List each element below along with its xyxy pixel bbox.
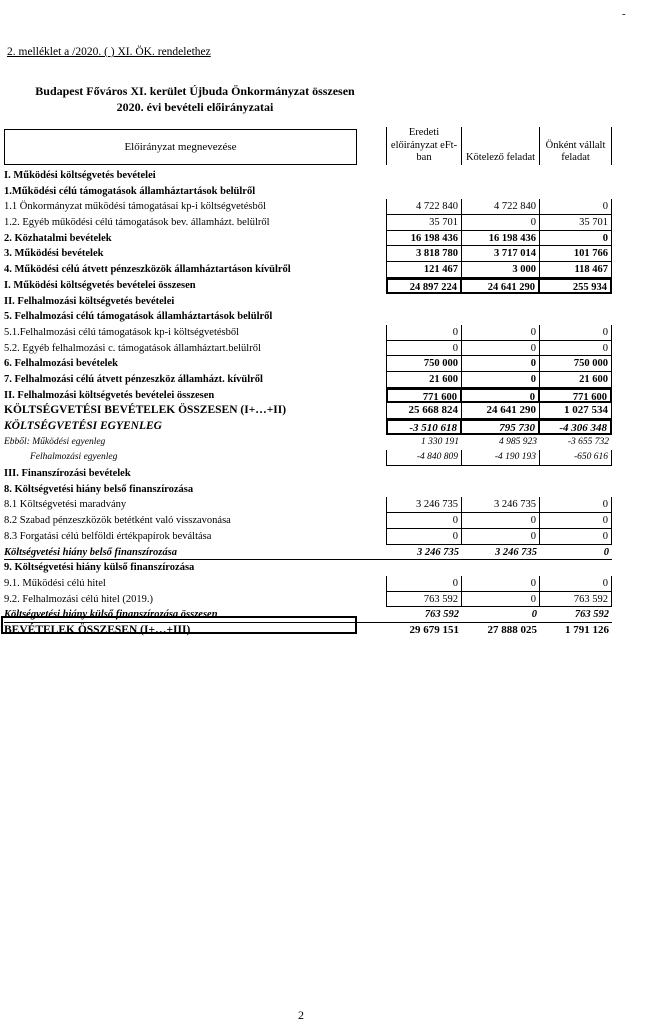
- table-row: [4, 545, 612, 561]
- row-value-c1: [386, 168, 462, 184]
- row-value-c3: [540, 560, 612, 576]
- row-value-c3: -3 655 732: [567, 436, 609, 447]
- header-label-cell: Előirányzat megnevezése: [4, 129, 357, 165]
- row-label: BEVÉTELEK ÖSSZESEN (I+…+III): [4, 623, 191, 636]
- row-value-c3: -650 616: [540, 450, 612, 466]
- row-label: KÖLTSÉGVETÉSI BEVÉTELEK ÖSSZESEN (I+…+II): [4, 404, 287, 417]
- row-value-c1: 21 600: [386, 372, 462, 388]
- row-value-c2: 795 730: [462, 419, 540, 435]
- row-label: 8. Költségvetési hiány belső finanszírozása: [4, 483, 194, 495]
- row-label: 4. Működési célú átvett pénzeszközök államháztartáson kívülről: [4, 264, 291, 276]
- table-row: [4, 168, 612, 184]
- row-label: 3. Működési bevételek: [4, 248, 104, 260]
- budget-table: [4, 168, 612, 639]
- row-value-c1: 0: [386, 325, 462, 341]
- row-value-c1: 25 668 824: [386, 403, 462, 419]
- row-label: II. Felhalmozási költségvetés bevételei összesen: [4, 389, 215, 401]
- row-value-c3: 750 000: [540, 356, 612, 372]
- table-row: [4, 215, 612, 231]
- row-value-c3: 0: [540, 325, 612, 341]
- table-row: [4, 341, 612, 357]
- row-value-c2: 24 641 290: [462, 278, 540, 294]
- row-label: 6. Felhalmozási bevételek: [4, 358, 119, 370]
- row-value-c1: 29 679 151: [409, 623, 459, 636]
- row-value-c3: 101 766: [540, 246, 612, 262]
- row-value-c2: 3 246 735: [462, 497, 540, 513]
- row-value-c1: [386, 482, 462, 498]
- row-value-c3: 763 592: [540, 592, 612, 608]
- table-row: [4, 419, 612, 435]
- row-value-c3: 763 592: [574, 609, 609, 621]
- row-value-c2: 0: [462, 325, 540, 341]
- table-row: [4, 435, 612, 451]
- row-label: 9.1. Működési célú hitel: [4, 577, 106, 589]
- row-value-c2: 0: [531, 609, 537, 621]
- row-label: Ebből: Működési egyenleg: [4, 436, 106, 447]
- row-value-c3: 0: [540, 497, 612, 513]
- row-value-c3: 0: [540, 231, 612, 247]
- table-row: [4, 560, 612, 576]
- table-row: [4, 262, 612, 278]
- row-value-c3: 21 600: [540, 372, 612, 388]
- row-value-c3: 771 600: [540, 388, 612, 404]
- row-value-c3: 0: [540, 576, 612, 592]
- table-row: [4, 325, 612, 341]
- row-label: 9.2. Felhalmozási célú hitel (2019.): [4, 593, 154, 605]
- row-value-c2: 3 717 014: [462, 246, 540, 262]
- row-value-c2: 0: [462, 215, 540, 231]
- row-value-c2: [462, 184, 540, 200]
- row-value-c1: 4 722 840: [386, 199, 462, 215]
- row-value-c3: 1 791 126: [565, 623, 609, 636]
- row-value-c1: 24 897 224: [386, 278, 462, 294]
- row-value-c1: [386, 184, 462, 200]
- row-label: 1.Működési célú támogatások államháztartások belülről: [4, 185, 256, 197]
- table-row: [4, 309, 612, 325]
- table-row: [4, 482, 612, 498]
- table-row: [4, 497, 612, 513]
- row-value-c1: 3 246 735: [417, 546, 459, 558]
- row-label: Felhalmozási egyenleg: [30, 452, 118, 463]
- row-value-c2: [462, 466, 540, 482]
- row-value-c2: [462, 168, 540, 184]
- row-value-c1: 750 000: [386, 356, 462, 372]
- row-label: I. Működési költségvetés bevételei összesen: [4, 279, 196, 291]
- row-value-c3: [540, 466, 612, 482]
- table-row: [4, 246, 612, 262]
- row-value-c2: 0: [462, 592, 540, 608]
- row-value-c1: 763 592: [386, 592, 462, 608]
- row-value-c1: -4 840 809: [386, 450, 462, 466]
- page-number: 2: [298, 1008, 304, 1022]
- table-row: [4, 450, 612, 466]
- row-value-c3: 0: [540, 529, 612, 545]
- table-row: [4, 372, 612, 388]
- row-value-c3: 0: [540, 341, 612, 357]
- row-value-c2: 0: [462, 576, 540, 592]
- row-value-c1: 0: [386, 576, 462, 592]
- table-row: [4, 294, 612, 310]
- row-value-c1: [386, 466, 462, 482]
- table-row: [4, 576, 612, 592]
- row-label: 7. Felhalmozási célú átvett pénzeszköz államházt. kívülről: [4, 373, 263, 385]
- row-label: 2. Közhatalmi bevételek: [4, 232, 112, 244]
- row-value-c2: 3 000: [462, 262, 540, 278]
- table-row: [4, 184, 612, 200]
- row-value-c3: -4 306 348: [540, 419, 612, 435]
- row-label: 8.1 Költségvetési maradvány: [4, 499, 127, 511]
- row-label: 5.1.Felhalmozási célú támogatások kp-i költségvetésből: [4, 326, 240, 338]
- row-value-c1: 771 600: [386, 388, 462, 404]
- table-row: [4, 513, 612, 529]
- row-label: 1.1 Önkormányzat működési támogatásai kp-i költségvetésből: [4, 201, 266, 213]
- row-value-c2: 0: [462, 513, 540, 529]
- row-value-c1: [386, 560, 462, 576]
- row-value-c1: 16 198 436: [386, 231, 462, 247]
- row-label: 5. Felhalmozási célú támogatások államháztartások belülről: [4, 311, 273, 323]
- row-value-c3: 35 701: [540, 215, 612, 231]
- table-row: [4, 356, 612, 372]
- row-value-c2: 3 246 735: [495, 546, 537, 558]
- header-mandatory-task: Kötelező feladat: [462, 127, 540, 165]
- row-value-c1: -3 510 618: [386, 419, 462, 435]
- header-original-budget: Eredeti előirányzat eFt-ban: [386, 127, 462, 165]
- row-label: KÖLTSÉGVETÉSI EGYENLEG: [4, 420, 162, 432]
- grand-total-label-box: [1, 616, 357, 634]
- row-value-c1: 121 467: [386, 262, 462, 278]
- row-value-c2: 0: [462, 372, 540, 388]
- row-value-c3: [540, 482, 612, 498]
- row-value-c1: 3 246 735: [386, 497, 462, 513]
- annex-reference: 2. melléklet a /2020. ( ) XI. ÖK. rendelethez: [7, 46, 211, 58]
- table-row: [4, 278, 612, 294]
- header-voluntary-task: Önként vállalt feladat: [540, 127, 612, 165]
- corner-mark: -: [622, 8, 626, 20]
- row-value-c2: [462, 482, 540, 498]
- row-value-c1: 0: [386, 341, 462, 357]
- row-value-c1: [386, 294, 462, 310]
- row-value-c3: [540, 309, 612, 325]
- row-label: 8.2 Szabad pénzeszközök betétként való visszavonása: [4, 515, 231, 527]
- row-value-c2: 24 641 290: [462, 403, 540, 419]
- row-value-c3: [540, 294, 612, 310]
- row-label: Költségvetési hiány külső finanszírozása összesen: [4, 609, 218, 621]
- row-value-c1: [386, 309, 462, 325]
- row-value-c2: 16 198 436: [462, 231, 540, 247]
- row-label: Költségvetési hiány belső finanszírozása: [4, 546, 177, 558]
- row-label: 9. Költségvetési hiány külső finanszírozása: [4, 562, 195, 574]
- row-value-c3: 255 934: [540, 278, 612, 294]
- row-value-c3: 118 467: [540, 262, 612, 278]
- row-label: II. Felhalmozási költségvetés bevételei: [4, 295, 175, 307]
- row-value-c3: 0: [540, 199, 612, 215]
- row-value-c2: 0: [462, 341, 540, 357]
- row-value-c1: 0: [386, 529, 462, 545]
- row-value-c2: 0: [462, 529, 540, 545]
- row-value-c3: 1 027 534: [540, 403, 612, 419]
- table-row: [4, 592, 612, 608]
- row-value-c1: 35 701: [386, 215, 462, 231]
- row-value-c2: 4 985 923: [499, 436, 537, 447]
- row-label: 1.2. Egyéb működési célú támogatások bev. államházt. belülről: [4, 217, 270, 229]
- row-value-c2: 27 888 025: [487, 623, 537, 636]
- table-row: [4, 199, 612, 215]
- row-value-c1: 3 818 780: [386, 246, 462, 262]
- document-title: Budapest Főváros XI. kerület Újbuda Önkormányzat összesen: [35, 84, 355, 98]
- row-value-c1: 1 330 191: [421, 436, 459, 447]
- row-value-c1: 763 592: [424, 609, 459, 621]
- row-value-c2: 0: [462, 388, 540, 404]
- table-row: [4, 231, 612, 247]
- row-value-c3: [540, 168, 612, 184]
- row-label: I. Működési költségvetés bevételei: [4, 170, 156, 181]
- row-label: III. Finanszírozási bevételek: [4, 468, 131, 480]
- row-value-c2: [462, 309, 540, 325]
- row-value-c2: 4 722 840: [462, 199, 540, 215]
- row-value-c2: 0: [462, 356, 540, 372]
- table-row: [4, 466, 612, 482]
- row-value-c2: [462, 294, 540, 310]
- row-value-c3: 0: [540, 513, 612, 529]
- row-label: 8.3 Forgatási célú belföldi értékpapírok beváltása: [4, 530, 212, 542]
- row-value-c3: 0: [603, 546, 609, 558]
- document-subtitle: 2020. évi bevételi előirányzatai: [116, 100, 274, 114]
- row-value-c2: -4 190 193: [462, 450, 540, 466]
- row-label: 5.2. Egyéb felhalmozási c. támogatások államháztart.belülről: [4, 342, 261, 354]
- row-value-c1: 0: [386, 513, 462, 529]
- table-row: [4, 403, 612, 419]
- table-row: [4, 388, 612, 404]
- row-value-c2: [462, 560, 540, 576]
- table-row: [4, 529, 612, 545]
- row-value-c3: [540, 184, 612, 200]
